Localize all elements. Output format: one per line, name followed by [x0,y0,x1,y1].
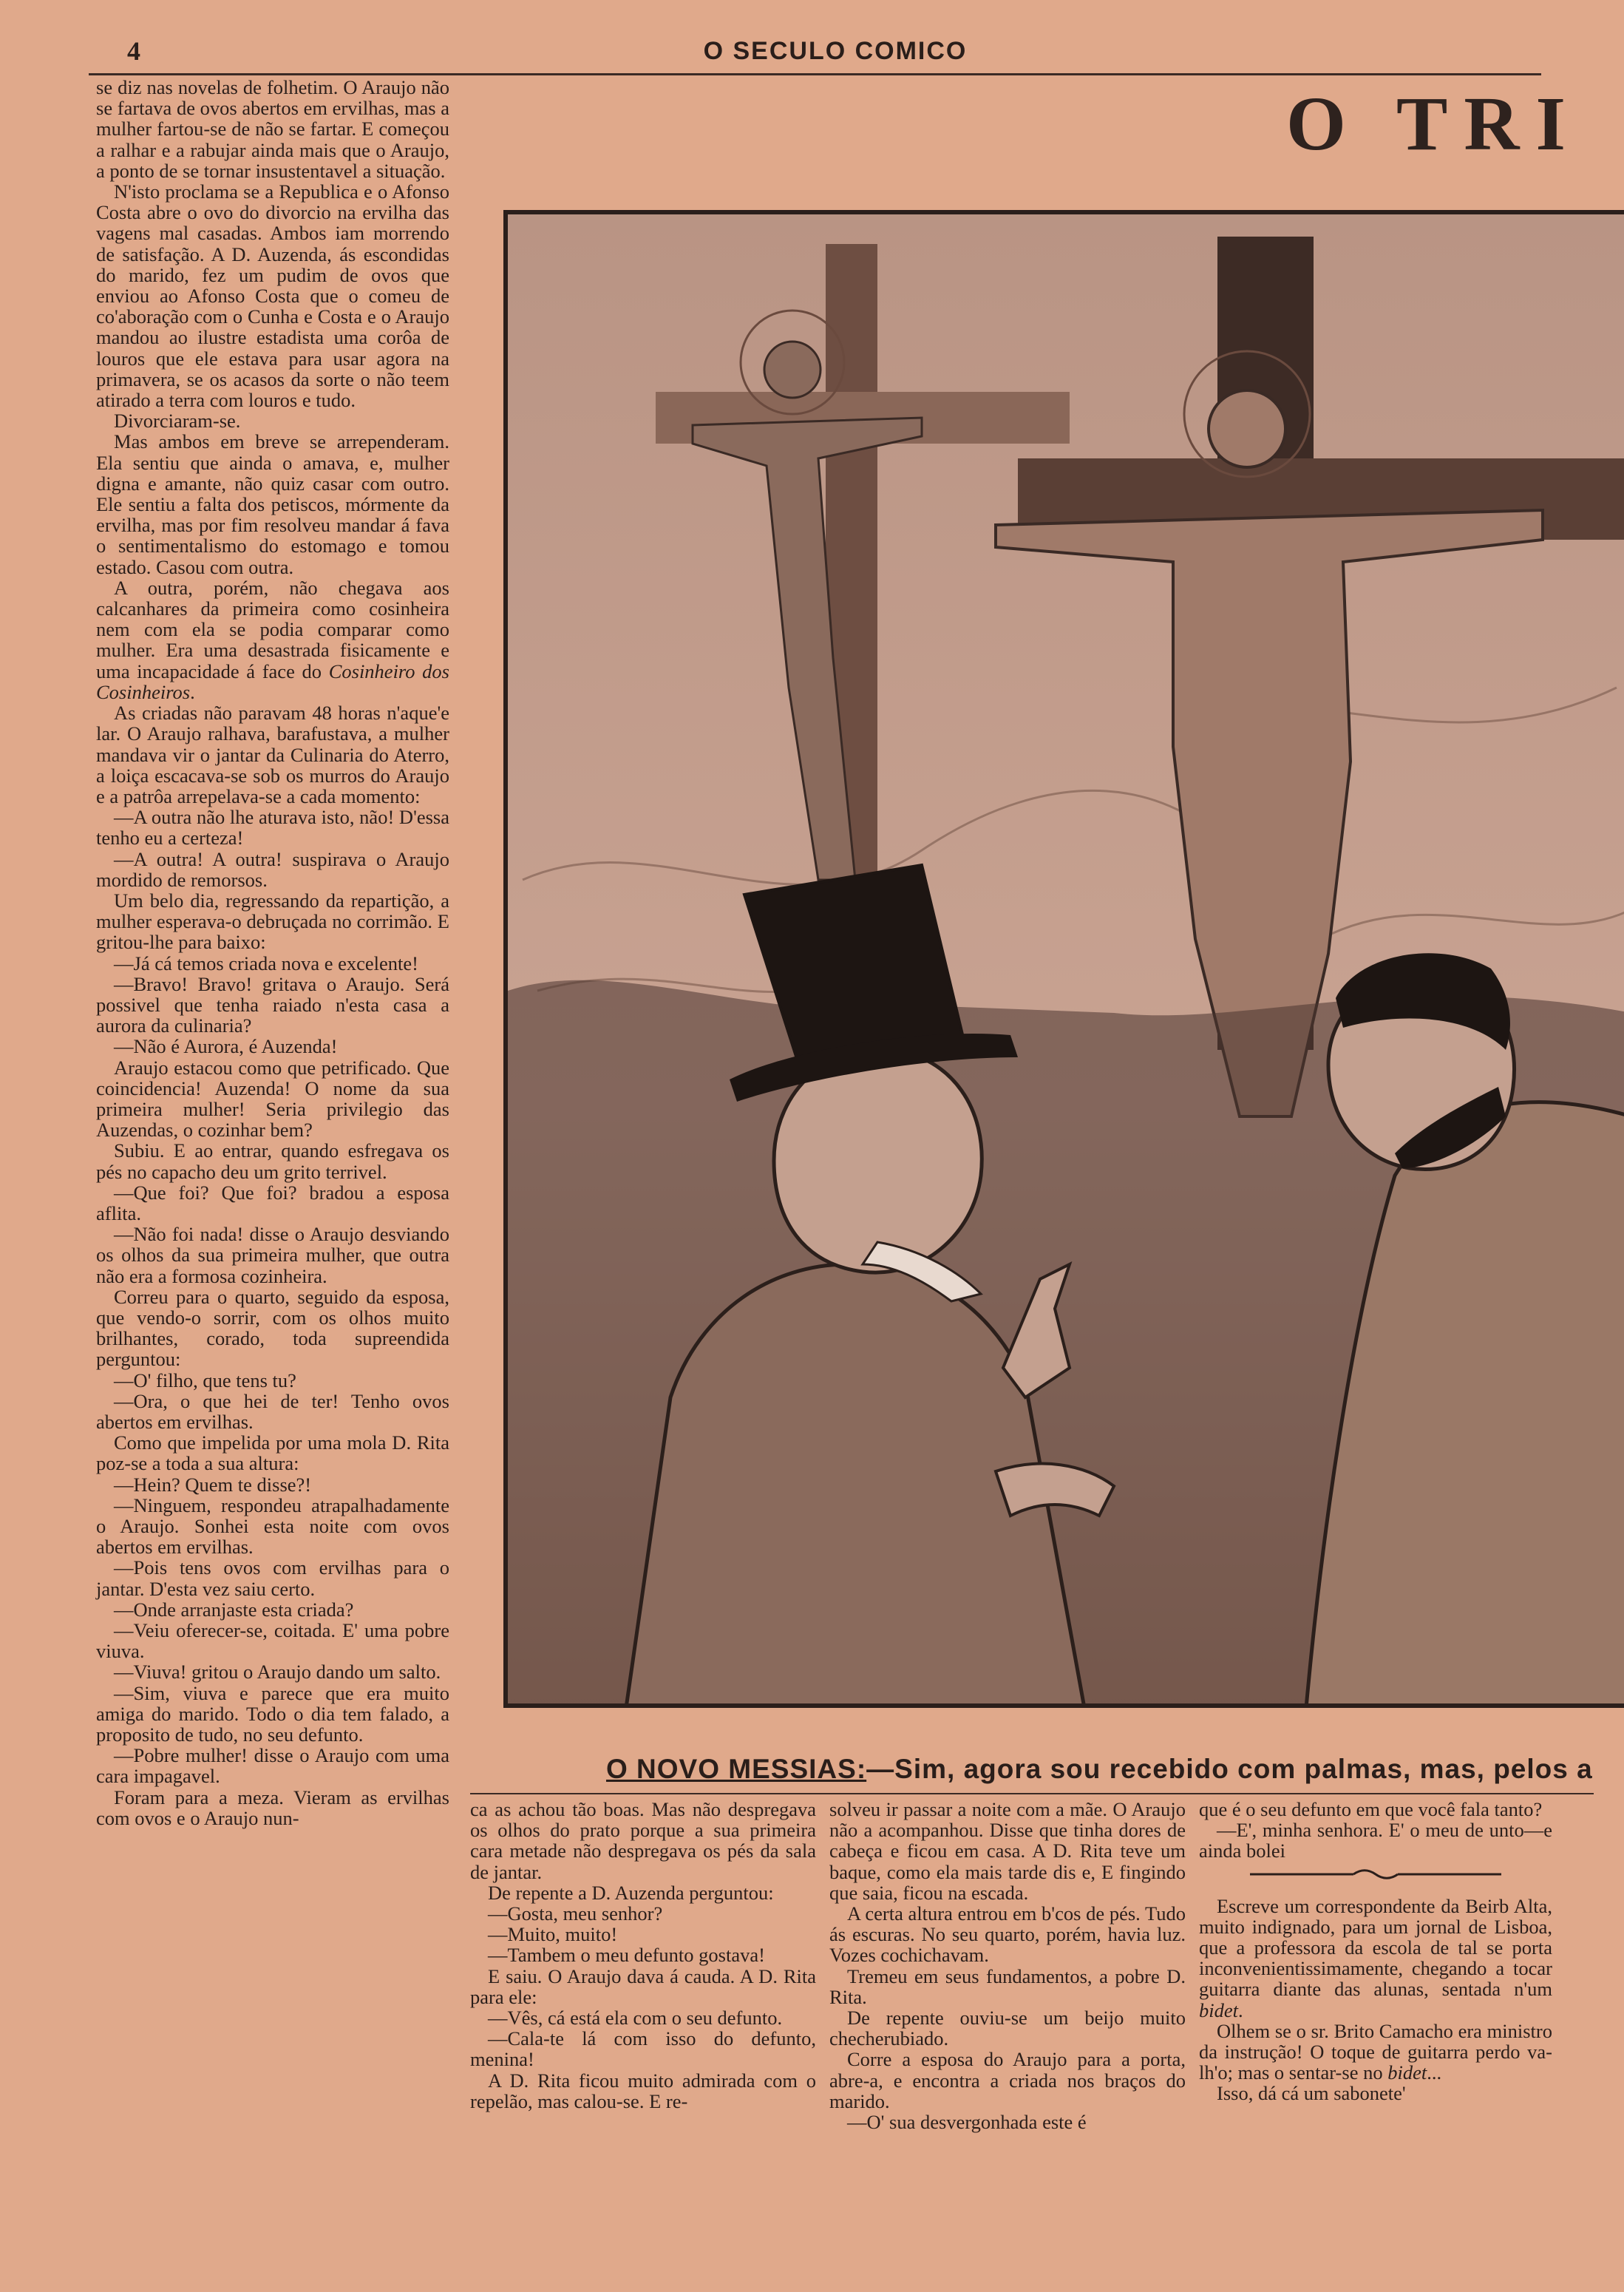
paragraph: —Não é Aurora, é Auzenda! [114,1035,338,1058]
paragraph: solveu ir passar a noite com a mãe. O Araujo não a acompanhou. Disse que tinha dores de cabeça e ficou em casa. A D. Rita teve um baque, como ela mais tarde dis e, E fingindo que saia, ficou na escada. [829,1798,1186,1904]
paragraph: —O' filho, que tens tu? [114,1369,296,1391]
paragraph: —Vês, cá está ela com o seu defunto. [488,2007,783,2030]
caption-rule [470,1793,1594,1794]
cartoon-title: O TRI [1286,81,1582,166]
crucifixion-cartoon-drawing [508,214,1624,1708]
column-3-top [1199,1799,1552,1862]
caption-lead: O NOVO MESSIAS: [606,1754,867,1784]
caption-text: —Sim, agora sou recebido com palmas, mas, pelos a [866,1754,1593,1784]
paragraph: Como que impelida por uma mola D. Rita poz-se a toda a sua altura: [96,1431,449,1475]
paragraph: Corre a esposa do Araujo para a porta, abre-a, e encontra a criada nos braços do marido. [829,2048,1186,2112]
bottom-text-column-1 [470,1799,816,2112]
paragraph: —Sim, viuva e parece que era muito amiga do marido. Todo o dia tem falado, a proposito de tudo, no seu defunto. [96,1681,449,1746]
bottom-text-column-2 [829,1799,1186,2132]
paragraph: —A outra! A outra! suspirava o Araujo mordido de remorsos. [96,847,449,891]
paragraph: —Pois tens ovos com ervilhas para o jantar. D'esta vez saiu certo. [96,1556,449,1600]
header-rule [89,73,1541,75]
paragraph: As criadas não paravam 48 horas n'aque'e lar. O Araujo ralhava, barafustava, a mulher mandava vir o jantar da Culinaria do Aterro, a loiça escacava-se sob os murros do Araujo e a patrôa arrepelava-se a cada momento: [96,702,449,807]
running-title: O SECULO COMICO [703,37,968,65]
paragraph: A certa altura entrou em b'cos de pés. Tudo ás escuras. No seu quarto, porém, havia luz. Vozes cochichavam. [829,1902,1186,1967]
paragraph: A D. Rita ficou muito admirada com o repelão, mas calou-se. E re- [470,2069,816,2112]
paragraph: —Bravo! Bravo! gritava o Araujo. Será possivel que tenha raiado n'esta casa a aurora da culinaria? [96,972,449,1037]
paragraph: —Muito, muito! [488,1923,618,1946]
paragraph: De repente ouviu-se um beijo muito checherubiado. [829,2007,1186,2050]
paragraph: —Cala-te lá com isso do defunto, menina! [470,2027,816,2071]
paragraph: —A outra não lhe aturava isto, não! D'essa tenho eu a certeza! [96,806,449,850]
ornament-divider [1243,1869,1509,1879]
paragraph: —E', minha senhora. E' o meu de unto—e ainda bolei [1199,1819,1552,1862]
paragraph: Subiu. E ao entrar, quando esfregava os pés no capacho deu um grito terrivel. [96,1139,449,1183]
paragraph: —Não foi nada! disse o Araujo desviando os olhos da sua primeira mulher, que outra não era a formosa cozinheira. [96,1223,449,1287]
paragraph: N'isto proclama se a Republica e o Afonso Costa abre o ovo do divorcio na ervilha das vagens mal casadas. Ambos iam morrendo de satisfação. A D. Auzenda, ás escondidas do marido, fez um pudim de ovos que enviou ao Afonso Costa que o comeu de co'aboração com o Cunha e Costa e o Araujo mandou ao ilustre estadista uma corôa de louros que ele estava para usar agora na primavera, se os acasos da sorte o não teem atirado a terra com louros e tudo. [96,180,449,412]
paragraph: Correu para o quarto, seguido da esposa, que vendo-o sorrir, com os olhos muito brilhantes, corado, toda supreendida perguntou: [96,1285,449,1371]
cartoon-caption [606,1754,1593,1785]
paragraph: Araujo estacou como que petrificado. Que coincidencia! Auzenda! O nome da sua primeira mulher! Seria privilegio das Auzendas, o cozinhar bem? [96,1056,449,1142]
paragraph: —Ninguem, respondeu atrapalhadamente o Araujo. Sonhei esta noite com ovos abertos em ervilhas. [96,1493,449,1559]
paragraph: —Gosta, meu senhor? [488,1902,663,1925]
paragraph: —Que foi? Que foi? bradou a esposa aflita. [96,1181,449,1224]
paragraph: —Tambem o meu defunto gostava! [488,1944,765,1967]
paragraph: Um belo dia, regressando da repartição, a mulher esperava-o debruçada no corrimão. E gritou-lhe para baixo: [96,889,449,954]
paragraph: De repente a D. Auzenda perguntou: [488,1881,774,1904]
paragraph: Foram para a meza. Vieram as ervilhas com ovos e o Araujo nun- [96,1786,449,1829]
column-3-bottom [1199,1896,1552,2104]
paragraph: Isso, dá cá um sabonete' [1217,2082,1406,2105]
paragraph: que é o seu defunto em que você fala tanto? [1199,1798,1543,1820]
paragraph: A outra, porém, não chegava aos calcanhares da primeira como cosinheira nem com ela se podia comparar como mulher. Era uma desastrada fisicamente e uma incapacidade á face do Cosinheiro dos Cosinheiros. [96,576,449,703]
paragraph: —Onde arranjaste esta criada? [114,1598,354,1621]
left-text-column [96,77,449,1828]
paragraph: —Viuva! gritou o Araujo dando um salto. [114,1661,441,1684]
cartoon-illustration [503,210,1624,1708]
paragraph: se diz nas novelas de folhetim. O Araujo não se fartava de ovos abertos em ervilhas, mas a mulher fartou-se de não se fartar. E começou a ralhar e a rabujar ainda mais que o Araujo, a ponto de se tornar insustentavel a situação. [96,76,449,182]
bottom-text-column-3 [1199,1799,1552,2104]
paragraph: Divorciaram-se. [114,410,241,433]
paragraph: Escreve um correspondente da Beirb Alta, muito indignado, para um jornal de Lisboa, que a professora da escola de tal se porta inconvenientissimamente, chegando a tocar guitarra diante das alunas, sentada n'um bidet. [1199,1894,1552,2021]
paragraph: —Pobre mulher! disse o Araujo com uma cara impagavel. [96,1744,449,1788]
paragraph: —Já cá temos criada nova e excelente! [114,952,419,974]
paragraph: —O' sua desvergonhada este é [847,2111,1087,2134]
paragraph: Olhem se o sr. Brito Camacho era ministro da instrução! O toque de guitarra perdo va-lh'o; mas o sentar-se no bidet... [1199,2019,1552,2084]
paragraph: Mas ambos em breve se arrependeram. Ela sentiu que ainda o amava, e, mulher digna e amante, não quiz casar com outro. Ele sentiu a falta dos petiscos, mórmente da ervilha, mas por fim resolveu mandar á fava o sentimentalismo do estomago e tomou estado. Casou com outra. [96,430,449,578]
paragraph: ca as achou tão boas. Mas não despregava os olhos do prato porque a sua primeira cara metade não despregava os pés da sala de jantar. [470,1798,816,1883]
paragraph: —Veiu oferecer-se, coitada. E' uma pobre viuva. [96,1619,449,1663]
paragraph: E saiu. O Araujo dava á cauda. A D. Rita para ele: [470,1964,816,2008]
paragraph: Tremeu em seus fundamentos, a pobre D. Rita. [829,1964,1186,2008]
paragraph: —Hein? Quem te disse?! [114,1473,312,1496]
paragraph: —Ora, o que hei de ter! Tenho ovos abertos em ervilhas. [96,1389,449,1433]
page-number: 4 [127,36,140,66]
